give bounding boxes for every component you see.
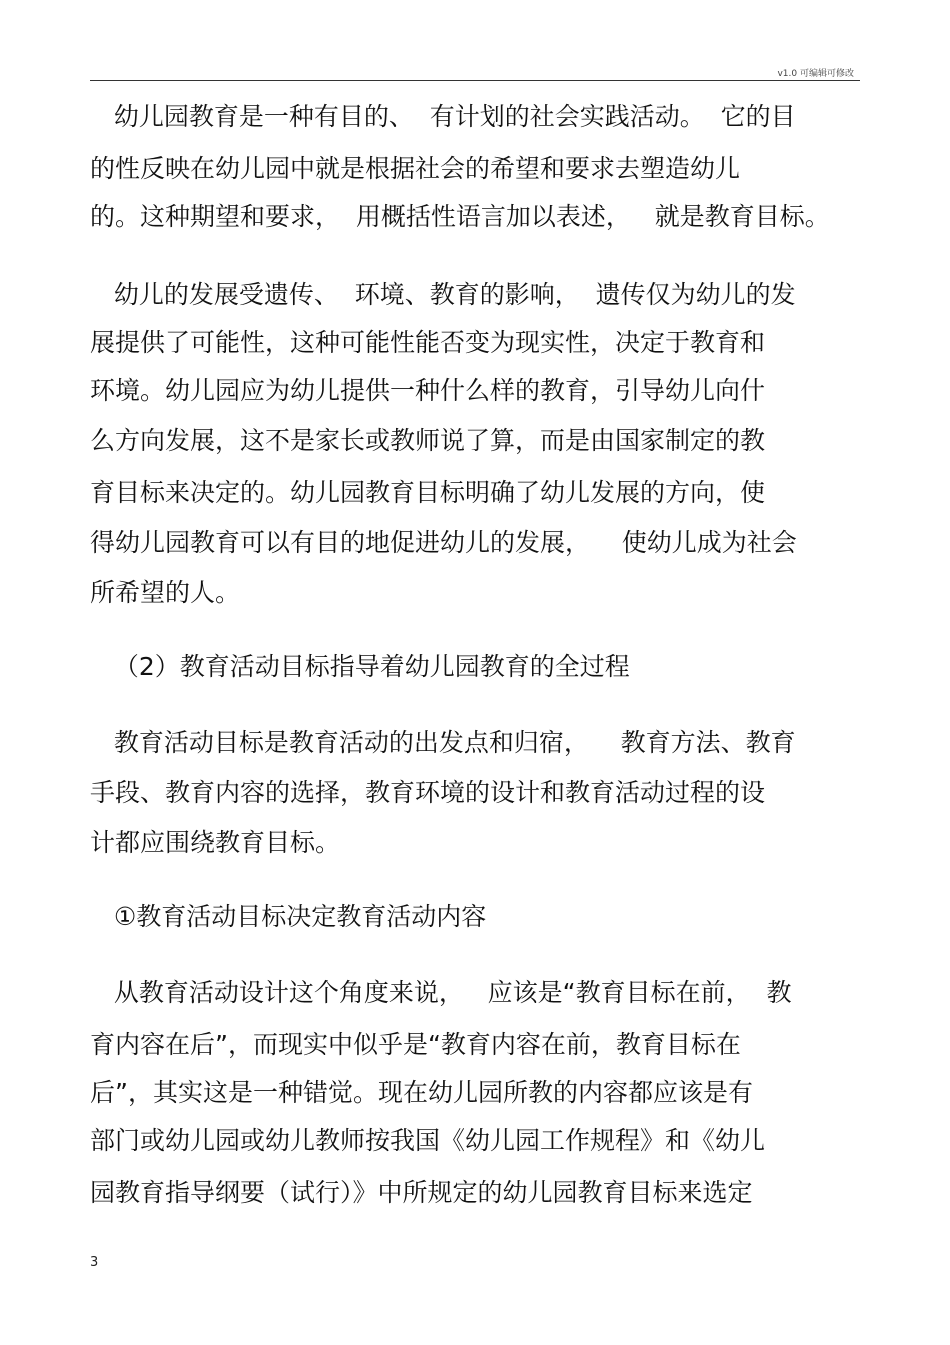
paragraph-text-line: 后”，其实这是一种错觉。现在幼儿园所教的内容都应该是有 (90, 1078, 753, 1107)
paragraph-text-line: 展提供了可能性，这种可能性能否变为现实性，决定于教育和 (90, 328, 766, 357)
paragraph-text-line: 环境。幼儿园应为幼儿提供一种什么样的教育，引导幼儿向什 (90, 376, 766, 405)
section-heading: （2）教育活动目标指导着幼儿园教育的全过程 (90, 652, 630, 681)
paragraph-text-line: 幼儿园教育是一种有目的、 有计划的社会实践活动。 它的目 (90, 102, 796, 131)
subsection-heading: ①教育活动目标决定教育活动内容 (90, 902, 487, 931)
paragraph-text-line: 么方向发展，这不是家长或教师说了算，而是由国家制定的教 (90, 426, 766, 455)
paragraph-text-line: 手段、教育内容的选择，教育环境的设计和教育活动过程的设 (90, 778, 766, 807)
page-number: 3 (90, 1255, 99, 1270)
paragraph-text-line: 计都应围绕教育目标。 (90, 828, 341, 857)
paragraph-text-line: 幼儿的发展受遗传、 环境、教育的影响， 遗传仅为幼儿的发 (90, 280, 796, 309)
paragraph-text-line: 育目标来决定的。幼儿园教育目标明确了幼儿发展的方向，使 (90, 478, 766, 507)
paragraph-text-line: 从教育活动设计这个角度来说， 应该是“教育目标在前， 教 (90, 978, 792, 1007)
paragraph-text-line: 得幼儿园教育可以有目的地促进幼儿的发展， 使幼儿成为社会 (90, 528, 797, 557)
paragraph-text-line: 园教育指导纲要（试行）》中所规定的幼儿园教育目标来选定 (90, 1178, 753, 1207)
paragraph-text-line: 教育活动目标是教育活动的出发点和归宿， 教育方法、教育 (90, 728, 796, 757)
header-version-label: v1.0 可编辑可修改 (777, 69, 854, 79)
header-rule (90, 80, 860, 81)
paragraph-text-line: 的性反映在幼儿园中就是根据社会的希望和要求去塑造幼儿 (90, 154, 741, 183)
paragraph-text-line: 育内容在后”，而现实中似乎是“教育内容在前，教育目标在 (90, 1030, 741, 1059)
paragraph-text-line: 部门或幼儿园或幼儿教师按我国《幼儿园工作规程》和《幼儿 (90, 1126, 766, 1155)
paragraph-text-line: 所希望的人。 (90, 578, 241, 607)
paragraph-text-line: 的。这种期望和要求， 用概括性语言加以表述， 就是教育目标。 (90, 202, 830, 231)
